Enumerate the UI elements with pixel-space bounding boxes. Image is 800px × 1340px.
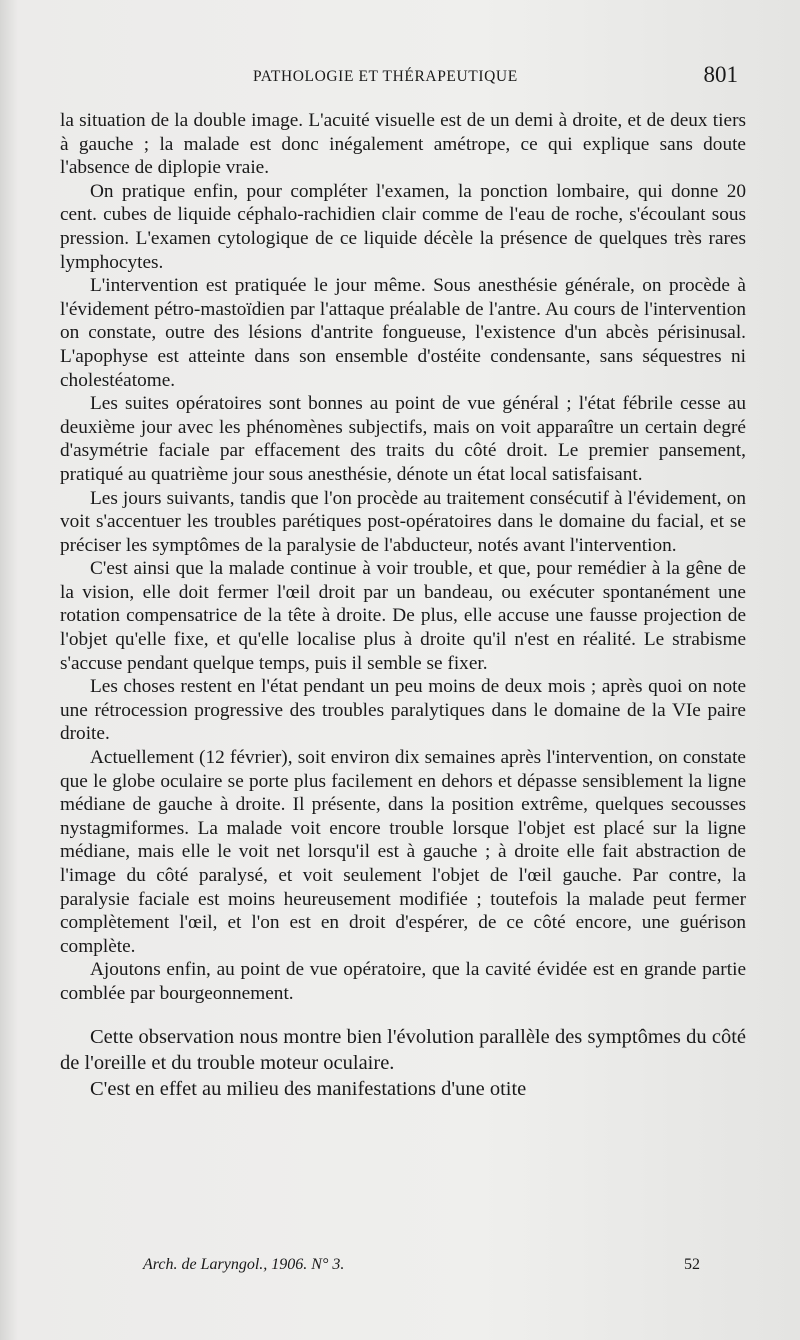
paragraph-1: la situation de la double image. L'acuité visuelle est de un demi à droite, et de deux tiers à gauche ; la malade est donc inégalement amétrope, ce qui explique sans doute l'absence de diplopie vraie. [60,110,746,179]
body-text [60,109,746,1102]
paragraph-4: Les suites opératoires sont bonnes au point de vue général ; l'état fébrile cesse au deuxième jour avec les phénomènes subjectifs, mais on voit apparaître un certain degré d'asymétrie faciale par effacement des traits du côté droit. Le premier pansement, pratiqué au quatrième jour sous anesthésie, dénote un état local satisfaisant. [60,393,746,485]
page-header [60,62,738,92]
signature-number: 52 [684,1256,700,1273]
journal-reference: Arch. de Laryngol., 1906. N° 3. [143,1256,345,1273]
paragraph-9: Ajoutons enfin, au point de vue opératoire, que la cavité évidée est en grande partie comblée par bourgeonnement. [60,959,746,1004]
paragraph-11: C'est en effet au milieu des manifestations d'une otite [90,1077,527,1100]
paragraph-3: L'intervention est pratiquée le jour même. Sous anesthésie générale, on procède à l'évidement pétro-mastoïdien par l'attaque préalable de l'antre. Au cours de l'intervention on constate, outre des lésions d'antrite fongueuse, l'existence d'un abcès périsinusal. L'apophyse est atteinte dans son ensemble d'ostéite condensante, sans séquestres ni cholestéatome. [60,275,746,391]
paragraph-6: C'est ainsi que la malade continue à voir trouble, et que, pour remédier à la gêne de la vision, elle doit fermer l'œil droit par un bandeau, ou exécuter spontanément une rotation compensatrice de la tête à droite. De plus, elle accuse une fausse projection de l'objet qu'elle fixe, et qu'elle localise plus à droite qu'il n'est en réalité. Le strabisme s'accuse pendant quelque temps, puis il semble se fixer. [60,558,746,674]
page-number: 801 [703,62,738,87]
paragraph-7: Les choses restent en l'état pendant un peu moins de deux mois ; après quoi on note une rétrocession progressive des troubles paralytiques dans le domaine de la VIe paire droite. [60,676,746,745]
paragraph-2: On pratique enfin, pour compléter l'examen, la ponction lombaire, qui donne 20 cent. cubes de liquide céphalo-rachidien clair comme de l'eau de roche, s'écoulant sous pression. L'examen cytologique de ce liquide décèle la présence de quelques très rares lymphocytes. [60,180,746,273]
running-head: PATHOLOGIE ET THÉRAPEUTIQUE [253,68,518,85]
paragraph-8: Actuellement (12 février), soit environ dix semaines après l'intervention, on constate que le globe oculaire se porte plus facilement en dehors et dépasse sensiblement la ligne médiane de gauche à droite. Il présente, dans la position extrême, quelques secousses nystagmiformes. La malade voit encore trouble lorsque l'objet est placé sur la ligne médiane, mais elle le voit net lorsqu'il est à gauche ; à droite elle fait abstraction de l'image du côté paralysé, et voit seulement l'objet de l'œil gauche. Par contre, la paralysie faciale est moins heureusement modifiée ; toutefois la malade peut fermer complètement l'œil, et l'on est en droit d'espérer, de ce côté encore, une guérison complète. [60,747,746,957]
paragraph-10: Cette observation nous montre bien l'évolution parallèle des symptômes du côté de l'oreille et du trouble moteur oculaire. [60,1025,746,1074]
paragraph-5: Les jours suivants, tandis que l'on procède au traitement consécutif à l'évidement, on voit s'accentuer les troubles parétiques post-opératoires dans le domaine du facial, et se préciser les symptômes de la paralysie de l'abducteur, notés avant l'intervention. [60,487,746,556]
